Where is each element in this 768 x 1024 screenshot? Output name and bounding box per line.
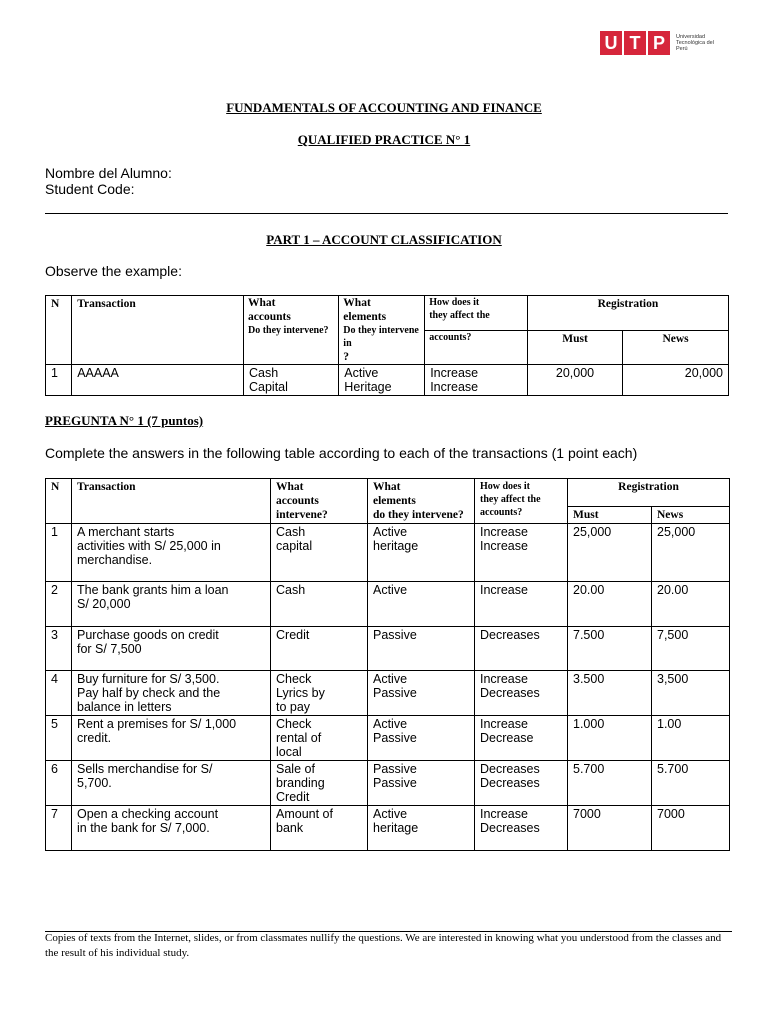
- logo-letter-p: P: [648, 31, 670, 55]
- cell-must: 1.000: [568, 716, 652, 761]
- cell-n: 7: [46, 806, 72, 851]
- cell-affect: Increase Increase: [475, 524, 568, 582]
- table-row: [46, 365, 729, 396]
- example-cell-accounts: Cash Capital: [243, 365, 338, 396]
- example-header-accounts: What accounts Do they intervene?: [243, 296, 338, 365]
- cell-transaction: Sells merchandise for S/ 5,700.: [72, 761, 271, 806]
- transactions-table: [45, 478, 730, 851]
- cell-news: 7000: [652, 806, 730, 851]
- student-name-label: Nombre del Alumno:: [45, 165, 172, 181]
- cell-news: 7,500: [652, 627, 730, 671]
- cell-news: 1.00: [652, 716, 730, 761]
- question1-title: PREGUNTA N° 1 (7 puntos): [45, 413, 204, 428]
- cell-affect: Decreases Decreases: [475, 761, 568, 806]
- example-cell-must: 20,000: [527, 365, 622, 396]
- cell-accounts: Credit: [271, 627, 368, 671]
- cell-affect: Increase Decreases: [475, 671, 568, 716]
- footer-note: Copies of texts from the Internet, slides, or from classmates nullify the questions. We are interested in knowing what you understood from the classes and the result of his individual study.: [45, 932, 722, 959]
- cell-n: 6: [46, 761, 72, 806]
- header-elements: What elements do they intervene?: [368, 479, 475, 524]
- example-cell-elements: Active Heritage: [339, 365, 425, 396]
- divider: [45, 213, 728, 214]
- part1-instruction: Observe the example:: [45, 263, 182, 279]
- table-row: [46, 627, 730, 671]
- cell-transaction: A merchant starts activities with S/ 25,000 in merchandise.: [72, 524, 271, 582]
- question1-instruction: Complete the answers in the following table according to each of the transactions (1 point each): [45, 445, 638, 461]
- logo-letter-u: U: [600, 31, 622, 55]
- table-row: [46, 716, 730, 761]
- table-row: [46, 582, 730, 627]
- header-affect: How does it they affect the accounts?: [475, 479, 568, 524]
- logo-letter-t: T: [624, 31, 646, 55]
- example-header-affect: How does it they affect the: [425, 296, 528, 331]
- example-header-n: N: [46, 296, 72, 365]
- example-header-elements: What elements Do they intervene in ?: [339, 296, 425, 365]
- cell-must: 25,000: [568, 524, 652, 582]
- cell-affect: Increase Decrease: [475, 716, 568, 761]
- cell-n: 5: [46, 716, 72, 761]
- student-code-label: Student Code:: [45, 181, 135, 197]
- cell-news: 5.700: [652, 761, 730, 806]
- cell-elements: Active Passive: [368, 671, 475, 716]
- cell-affect: Increase Decreases: [475, 806, 568, 851]
- cell-elements: Active heritage: [368, 806, 475, 851]
- cell-transaction: Purchase goods on credit for S/ 7,500: [72, 627, 271, 671]
- cell-accounts: Cash: [271, 582, 368, 627]
- cell-must: 7000: [568, 806, 652, 851]
- utp-logo: [600, 30, 724, 56]
- cell-transaction: The bank grants him a loan S/ 20,000: [72, 582, 271, 627]
- cell-n: 1: [46, 524, 72, 582]
- example-header-news: News: [623, 330, 729, 365]
- cell-news: 20.00: [652, 582, 730, 627]
- table-row: [46, 806, 730, 851]
- example-table: [45, 295, 729, 396]
- cell-accounts: Check rental of local: [271, 716, 368, 761]
- example-header-affect-sub: accounts?: [425, 330, 528, 365]
- cell-n: 4: [46, 671, 72, 716]
- example-header-must: Must: [527, 330, 622, 365]
- cell-elements: Passive Passive: [368, 761, 475, 806]
- header-news: News: [652, 507, 730, 524]
- cell-accounts: Cash capital: [271, 524, 368, 582]
- logo-university-name: Universidad Tecnológica del Perú: [676, 34, 714, 52]
- header-must: Must: [568, 507, 652, 524]
- cell-news: 3,500: [652, 671, 730, 716]
- header-accounts: What accounts intervene?: [271, 479, 368, 524]
- cell-n: 3: [46, 627, 72, 671]
- cell-elements: Active heritage: [368, 524, 475, 582]
- cell-elements: Active: [368, 582, 475, 627]
- example-cell-transaction: AAAAA: [72, 365, 244, 396]
- header-transaction: Transaction: [72, 479, 271, 524]
- cell-transaction: Open a checking account in the bank for S/ 7,000.: [72, 806, 271, 851]
- example-cell-affect: Increase Increase: [425, 365, 528, 396]
- cell-accounts: Sale of branding Credit: [271, 761, 368, 806]
- table-row: [46, 761, 730, 806]
- cell-affect: Increase: [475, 582, 568, 627]
- example-header-transaction: Transaction: [72, 296, 244, 365]
- example-cell-news: 20,000: [623, 365, 729, 396]
- document-title: FUNDAMENTALS OF ACCOUNTING AND FINANCE: [226, 100, 542, 115]
- cell-transaction: Rent a premises for S/ 1,000 credit.: [72, 716, 271, 761]
- cell-n: 2: [46, 582, 72, 627]
- cell-must: 3.500: [568, 671, 652, 716]
- example-header-registration: Registration: [527, 296, 728, 331]
- table-row: [46, 671, 730, 716]
- cell-transaction: Buy furniture for S/ 3,500. Pay half by check and the balance in letters: [72, 671, 271, 716]
- cell-must: 20.00: [568, 582, 652, 627]
- cell-affect: Decreases: [475, 627, 568, 671]
- table-row: [46, 524, 730, 582]
- cell-accounts: Amount of bank: [271, 806, 368, 851]
- cell-elements: Active Passive: [368, 716, 475, 761]
- cell-must: 5.700: [568, 761, 652, 806]
- part1-title: PART 1 – ACCOUNT CLASSIFICATION: [266, 232, 502, 247]
- cell-elements: Passive: [368, 627, 475, 671]
- cell-accounts: Check Lyrics by to pay: [271, 671, 368, 716]
- header-registration: Registration: [568, 479, 730, 507]
- header-n: N: [46, 479, 72, 524]
- document-subtitle: QUALIFIED PRACTICE N° 1: [297, 132, 471, 147]
- example-cell-n: 1: [46, 365, 72, 396]
- cell-must: 7.500: [568, 627, 652, 671]
- cell-news: 25,000: [652, 524, 730, 582]
